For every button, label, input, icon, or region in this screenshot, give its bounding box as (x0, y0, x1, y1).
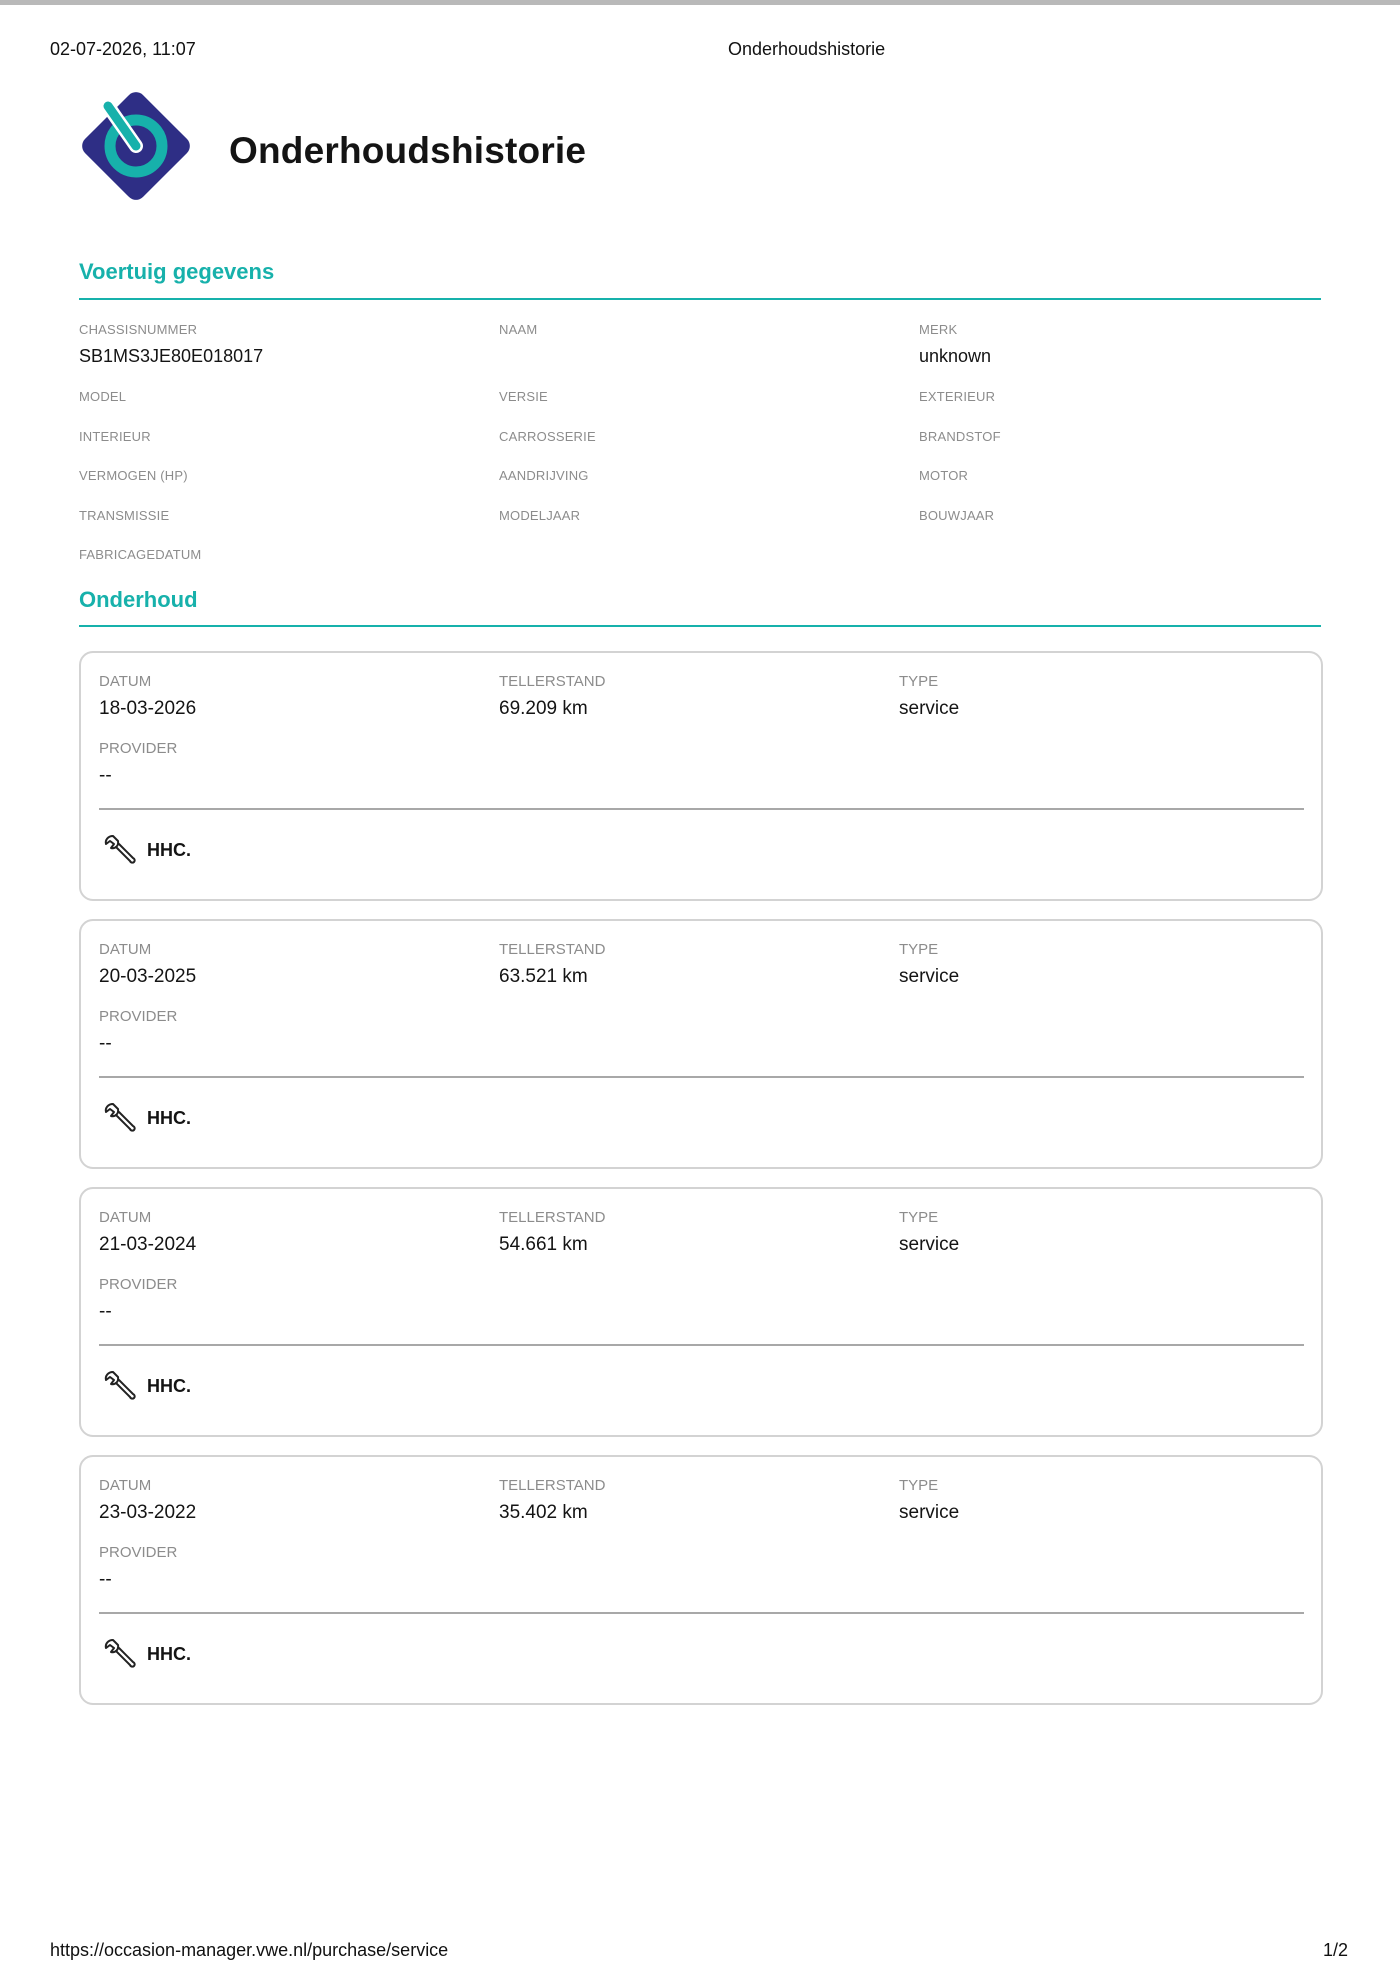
card-fields (99, 673, 1299, 788)
maintenance-provider: -- (99, 1033, 112, 1054)
vehicle-row (79, 547, 1341, 587)
print-datetime: 02-07-2026, 11:07 (50, 39, 196, 59)
card-row (99, 941, 1299, 989)
field-label: DATUM (99, 1209, 152, 1226)
vehicle-section-title: Voertuig gegevens (79, 259, 275, 284)
card-fields (99, 1209, 1299, 1324)
card-row (99, 1209, 1299, 1257)
field-label: DATUM (99, 673, 152, 690)
vehicle-field-fabricagedatum (79, 547, 499, 587)
maintenance-date: 18-03-2026 (99, 698, 197, 719)
field-value: SB1MS3JE80E018017 (79, 346, 264, 366)
maintenance-date: 20-03-2025 (99, 966, 197, 987)
field-label: DATUM (99, 1477, 152, 1494)
card-field-odometer (499, 1209, 899, 1257)
card-field-provider (99, 1276, 506, 1324)
field-value: unknown (919, 346, 992, 366)
field-label: VERMOGEN (HP) (79, 468, 188, 483)
wrench-icon (103, 833, 137, 867)
field-label: BRANDSTOF (919, 428, 1001, 444)
maintenance-date: 21-03-2024 (99, 1234, 197, 1255)
card-field-odometer (499, 1477, 899, 1525)
print-footer-url[interactable]: https://occasion-manager.vwe.nl/purchase/service (50, 1940, 449, 1960)
print-header-title: Onderhoudshistorie (728, 39, 886, 59)
card-row (99, 1008, 1299, 1056)
vehicle-field-modeljaar (499, 508, 919, 548)
vehicle-field-bouwjaar (919, 508, 1339, 548)
card-field-type (899, 1477, 1299, 1525)
field-label: MERK (919, 322, 958, 337)
field-label: EXTERIEUR (919, 389, 996, 404)
field-label: TYPE (899, 1477, 939, 1494)
vehicle-row (79, 508, 1341, 548)
field-label: CARROSSERIE (499, 428, 596, 444)
maintenance-type: service (899, 698, 960, 719)
vehicle-field-interieur (79, 429, 499, 469)
work-item (103, 1369, 191, 1403)
vehicle-field-model (79, 389, 499, 429)
card-row (99, 1544, 1299, 1592)
card-row (99, 1477, 1299, 1525)
maintenance-odometer: 69.209 km (499, 698, 588, 719)
field-label: MODELJAAR (499, 507, 581, 523)
vehicle-row (79, 322, 1341, 389)
maintenance-odometer: 35.402 km (499, 1502, 588, 1523)
field-label: PROVIDER (99, 740, 178, 757)
vehicle-row (79, 429, 1341, 469)
card-field-provider (99, 740, 506, 788)
field-label: TRANSMISSIE (79, 507, 170, 523)
card-field-odometer (499, 673, 899, 721)
vehicle-field-chassisnummer (79, 322, 499, 389)
field-label: TELLERSTAND (499, 673, 606, 690)
card-field-date (99, 1477, 499, 1525)
maintenance-section-title: Onderhoud (79, 587, 198, 612)
card-field-date (99, 1209, 499, 1257)
vehicle-field-exterieur (919, 389, 1339, 429)
wrench-icon (103, 1369, 137, 1403)
work-item (103, 1101, 191, 1135)
field-label: INTERIEUR (79, 428, 151, 444)
wrench-icon (103, 1637, 137, 1671)
card-field-type (899, 1209, 1299, 1257)
vehicle-field-transmissie (79, 508, 499, 548)
card-divider (99, 1612, 1304, 1614)
vehicle-field-versie (499, 389, 919, 429)
vehicle-field-brandstof (919, 429, 1339, 469)
print-page-number: 1/2 (1322, 1940, 1348, 1960)
vehicle-field-aandrijving (499, 468, 919, 508)
field-label: DATUM (99, 941, 152, 958)
maintenance-odometer: 54.661 km (499, 1234, 588, 1255)
field-label: TELLERSTAND (499, 1209, 606, 1226)
field-label: CHASSISNUMMER (79, 322, 198, 337)
vehicle-field-merk (919, 322, 1339, 389)
card-field-date (99, 673, 499, 721)
brand-logo-icon (78, 88, 194, 204)
field-label: PROVIDER (99, 1008, 178, 1025)
field-label: BOUWJAAR (919, 507, 995, 523)
field-label: MODEL (79, 389, 127, 404)
page-title: Onderhoudshistorie (229, 130, 587, 171)
vehicle-row (79, 468, 1341, 508)
card-row (99, 740, 1299, 788)
maintenance-provider: -- (99, 1569, 112, 1590)
work-label: HHC. (147, 1643, 191, 1664)
maintenance-card (79, 1187, 1323, 1437)
field-label: PROVIDER (99, 1276, 178, 1293)
maintenance-type: service (899, 966, 960, 987)
maintenance-odometer: 63.521 km (499, 966, 588, 987)
top-border (0, 0, 1400, 5)
vehicle-field-motor (919, 468, 1339, 508)
work-item (103, 1637, 191, 1671)
maintenance-provider: -- (99, 765, 112, 786)
work-label: HHC. (147, 1375, 191, 1396)
wrench-icon (103, 1101, 137, 1135)
card-divider (99, 1344, 1304, 1346)
field-label: AANDRIJVING (499, 468, 589, 483)
maintenance-section-divider (79, 625, 1321, 627)
card-field-provider (99, 1008, 506, 1056)
vehicle-field-naam (499, 322, 919, 389)
maintenance-card (79, 919, 1323, 1169)
vehicle-row (79, 389, 1341, 429)
maintenance-card (79, 1455, 1323, 1705)
field-label: MOTOR (919, 468, 969, 483)
vehicle-details (79, 322, 1341, 587)
vehicle-field-carrosserie (499, 429, 919, 469)
card-field-date (99, 941, 499, 989)
work-item (103, 833, 191, 867)
field-label: TYPE (899, 673, 939, 690)
field-label: FABRICAGEDATUM (79, 547, 202, 562)
card-row (99, 673, 1299, 721)
card-fields (99, 941, 1299, 1056)
maintenance-provider: -- (99, 1301, 112, 1322)
field-label: NAAM (499, 322, 538, 337)
vehicle-field-vermogen (79, 468, 499, 508)
work-label: HHC. (147, 839, 191, 860)
card-field-type (899, 941, 1299, 989)
maintenance-date: 23-03-2022 (99, 1502, 197, 1523)
field-label: PROVIDER (99, 1544, 178, 1561)
maintenance-type: service (899, 1234, 960, 1255)
card-fields (99, 1477, 1299, 1592)
field-label: TYPE (899, 1209, 939, 1226)
vehicle-section-divider (79, 298, 1321, 300)
card-divider (99, 808, 1304, 810)
card-field-odometer (499, 941, 899, 989)
card-row (99, 1276, 1299, 1324)
card-divider (99, 1076, 1304, 1078)
maintenance-card (79, 651, 1323, 901)
card-field-type (899, 673, 1299, 721)
field-label: TYPE (899, 941, 939, 958)
work-label: HHC. (147, 1107, 191, 1128)
card-field-provider (99, 1544, 506, 1592)
field-label: VERSIE (499, 389, 548, 404)
maintenance-type: service (899, 1502, 960, 1523)
field-label: TELLERSTAND (499, 941, 606, 958)
field-label: TELLERSTAND (499, 1477, 606, 1494)
